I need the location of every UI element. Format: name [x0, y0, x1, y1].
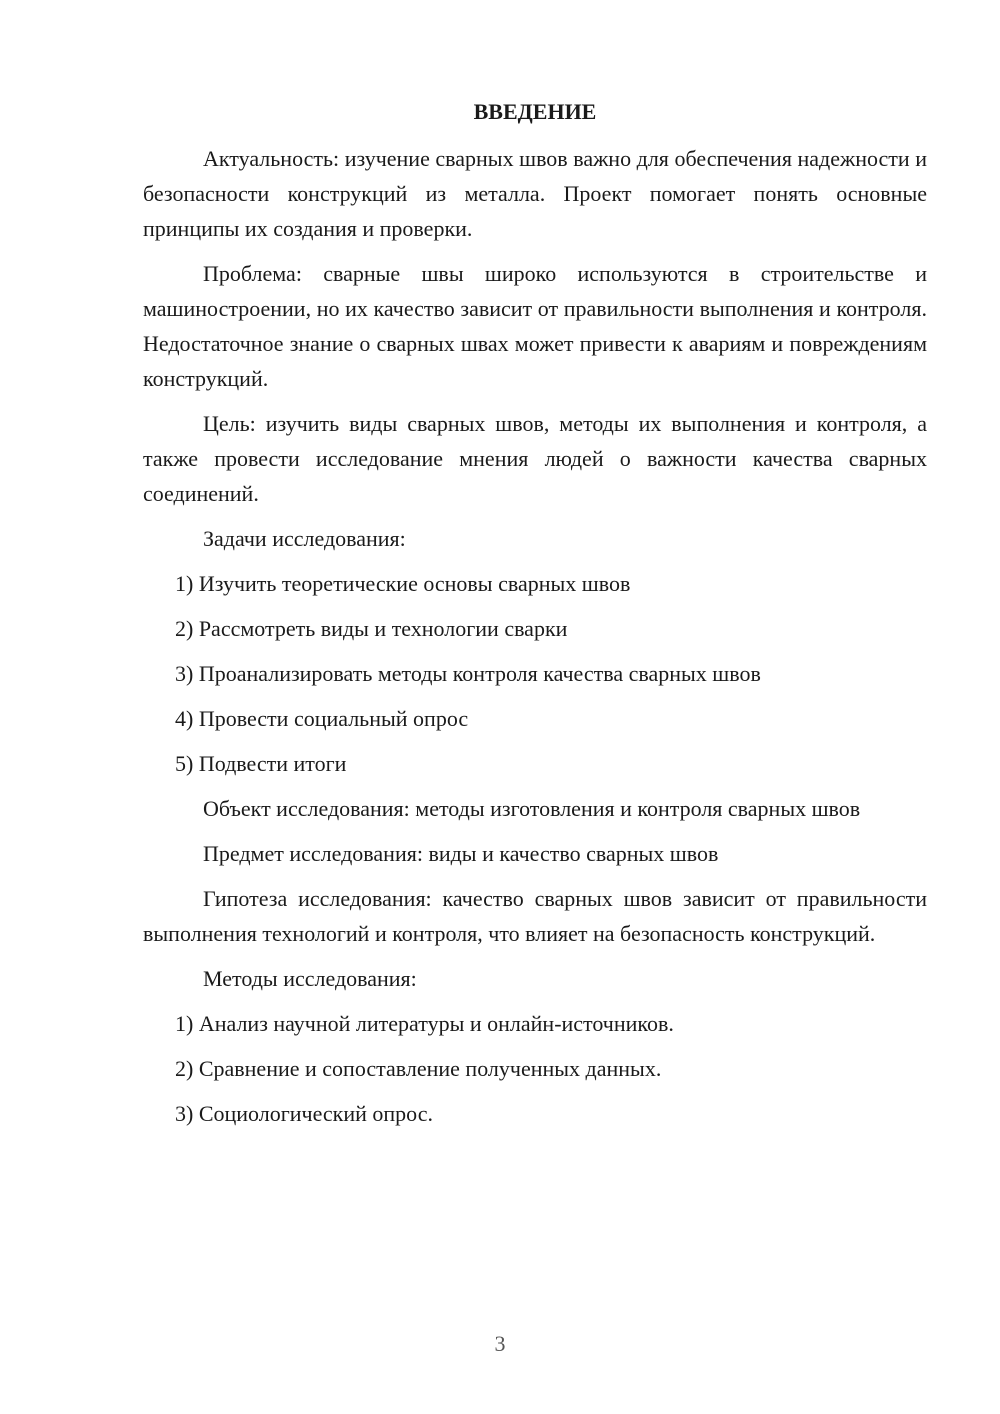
relevance-paragraph: Актуальность: изучение сварных швов важно для обеспечения надежности и безопасности конструкций из металла. Проект помогает понять основные принципы их создания и проверки. — [143, 146, 927, 241]
method-item: 3) Социологический опрос. — [175, 1101, 433, 1126]
tasks-heading: Задачи исследования: — [203, 526, 406, 551]
object-paragraph: Объект исследования: методы изготовления и контроля сварных швов — [203, 796, 861, 821]
methods-heading: Методы исследования: — [203, 966, 417, 991]
goal-paragraph: Цель: изучить виды сварных швов, методы их выполнения и контроля, а также провести исследование мнения людей о важности качества сварных соединений. — [143, 411, 927, 506]
tasks-list — [143, 566, 927, 781]
subject-paragraph: Предмет исследования: виды и качество сварных швов — [203, 841, 719, 866]
method-item: 2) Сравнение и сопоставление полученных данных. — [175, 1056, 662, 1081]
page-content — [143, 94, 927, 1141]
hypothesis-paragraph: Гипотеза исследования: качество сварных швов зависит от правильности выполнения технологий и контроля, что влияет на безопасность конструкций. — [143, 886, 927, 946]
problem-paragraph: Проблема: сварные швы широко используются в строительстве и машиностроении, но их качество зависит от правильности выполнения и контроля. Недостаточное знание о сварных швах может привести к авариям и повреждениям конструкций. — [143, 261, 927, 391]
task-item: 4) Провести социальный опрос — [175, 706, 469, 731]
task-item: 1) Изучить теоретические основы сварных швов — [175, 571, 631, 596]
methods-list — [143, 1006, 927, 1131]
task-item: 3) Проанализировать методы контроля качества сварных швов — [175, 661, 761, 686]
task-item: 2) Рассмотреть виды и технологии сварки — [175, 616, 568, 641]
task-item: 5) Подвести итоги — [175, 751, 347, 776]
method-item: 1) Анализ научной литературы и онлайн-источников. — [175, 1011, 674, 1036]
page-number: 3 — [494, 1331, 506, 1356]
section-title: ВВЕДЕНИЕ — [473, 99, 597, 124]
